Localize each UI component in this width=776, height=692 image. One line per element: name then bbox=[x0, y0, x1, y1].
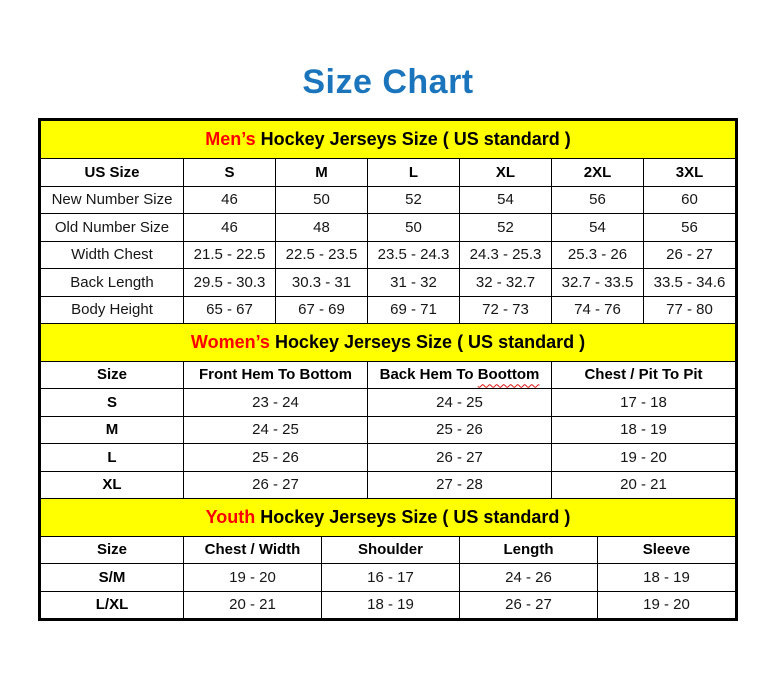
women-banner-rest: Hockey Jerseys Size ( US standard ) bbox=[269, 331, 586, 352]
cell: 19 - 20 bbox=[184, 564, 322, 592]
cell: 26 - 27 bbox=[184, 471, 368, 499]
youth-col-header: Chest / Width bbox=[184, 536, 322, 564]
youth-banner-row bbox=[41, 498, 736, 536]
youth-col-header: Shoulder bbox=[322, 536, 460, 564]
table-row bbox=[41, 591, 736, 619]
youth-size-table bbox=[40, 498, 736, 620]
cell: 56 bbox=[644, 214, 736, 242]
row-label: Body Height bbox=[41, 296, 184, 324]
table-row bbox=[41, 564, 736, 592]
row-label: XL bbox=[41, 471, 184, 499]
size-chart-container bbox=[38, 118, 738, 621]
cell: 77 - 80 bbox=[644, 296, 736, 324]
youth-col-header: Size bbox=[41, 536, 184, 564]
women-col-header: Chest / Pit To Pit bbox=[552, 361, 736, 389]
row-label: Width Chest bbox=[41, 241, 184, 269]
cell: 46 bbox=[184, 186, 276, 214]
cell: 20 - 21 bbox=[184, 591, 322, 619]
youth-banner bbox=[41, 498, 736, 536]
cell: 67 - 69 bbox=[276, 296, 368, 324]
cell: 24 - 25 bbox=[368, 389, 552, 417]
youth-header-row bbox=[41, 536, 736, 564]
cell: 23 - 24 bbox=[184, 389, 368, 417]
cell: 33.5 - 34.6 bbox=[644, 269, 736, 297]
cell: 72 - 73 bbox=[460, 296, 552, 324]
cell: 24.3 - 25.3 bbox=[460, 241, 552, 269]
row-label: L bbox=[41, 444, 184, 472]
cell: 69 - 71 bbox=[368, 296, 460, 324]
men-col-header: S bbox=[184, 159, 276, 187]
youth-banner-rest: Hockey Jerseys Size ( US standard ) bbox=[255, 506, 571, 527]
table-row bbox=[41, 214, 736, 242]
cell: 25 - 26 bbox=[184, 444, 368, 472]
table-row bbox=[41, 471, 736, 499]
men-banner bbox=[41, 121, 736, 159]
women-banner bbox=[41, 323, 736, 361]
men-col-header: US Size bbox=[41, 159, 184, 187]
table-row bbox=[41, 296, 736, 324]
cell: 23.5 - 24.3 bbox=[368, 241, 460, 269]
cell: 17 - 18 bbox=[552, 389, 736, 417]
cell: 31 - 32 bbox=[368, 269, 460, 297]
row-label: New Number Size bbox=[41, 186, 184, 214]
cell: 25.3 - 26 bbox=[552, 241, 644, 269]
cell: 74 - 76 bbox=[552, 296, 644, 324]
cell: 54 bbox=[552, 214, 644, 242]
cell: 26 - 27 bbox=[644, 241, 736, 269]
women-banner-highlight: Women’s bbox=[190, 331, 270, 352]
row-label: Old Number Size bbox=[41, 214, 184, 242]
cell: 27 - 28 bbox=[368, 471, 552, 499]
men-col-header: M bbox=[276, 159, 368, 187]
men-size-table bbox=[40, 120, 736, 324]
cell: 48 bbox=[276, 214, 368, 242]
cell: 24 - 25 bbox=[184, 416, 368, 444]
cell: 22.5 - 23.5 bbox=[276, 241, 368, 269]
cell: 60 bbox=[644, 186, 736, 214]
cell: 50 bbox=[276, 186, 368, 214]
men-col-header: XL bbox=[460, 159, 552, 187]
cell: 25 - 26 bbox=[368, 416, 552, 444]
row-label: L/XL bbox=[41, 591, 184, 619]
cell: 52 bbox=[368, 186, 460, 214]
men-banner-row bbox=[41, 121, 736, 159]
cell: 21.5 - 22.5 bbox=[184, 241, 276, 269]
cell: 18 - 19 bbox=[552, 416, 736, 444]
row-label: S/M bbox=[41, 564, 184, 592]
youth-col-header: Length bbox=[460, 536, 598, 564]
cell: 26 - 27 bbox=[368, 444, 552, 472]
cell: 16 - 17 bbox=[322, 564, 460, 592]
spellcheck-wavy-word: Boottom bbox=[477, 366, 540, 384]
row-label: M bbox=[41, 416, 184, 444]
men-header-row bbox=[41, 159, 736, 187]
women-col-header: Front Hem To Bottom bbox=[184, 361, 368, 389]
cell: 52 bbox=[460, 214, 552, 242]
women-banner-row bbox=[41, 323, 736, 361]
men-col-header: 2XL bbox=[552, 159, 644, 187]
cell: 24 - 26 bbox=[460, 564, 598, 592]
men-col-header: L bbox=[368, 159, 460, 187]
cell: 18 - 19 bbox=[598, 564, 736, 592]
cell: 19 - 20 bbox=[598, 591, 736, 619]
youth-banner-highlight: Youth bbox=[205, 506, 256, 527]
table-row bbox=[41, 241, 736, 269]
table-row bbox=[41, 389, 736, 417]
youth-col-header: Sleeve bbox=[598, 536, 736, 564]
page-title: Size Chart bbox=[302, 63, 474, 101]
cell: 26 - 27 bbox=[460, 591, 598, 619]
cell: 65 - 67 bbox=[184, 296, 276, 324]
cell: 30.3 - 31 bbox=[276, 269, 368, 297]
cell: 50 bbox=[368, 214, 460, 242]
men-banner-highlight: Men’s bbox=[205, 129, 256, 149]
table-row bbox=[41, 444, 736, 472]
cell: 56 bbox=[552, 186, 644, 214]
women-size-table bbox=[40, 323, 736, 500]
cell: 32.7 - 33.5 bbox=[552, 269, 644, 297]
table-row bbox=[41, 186, 736, 214]
cell: 54 bbox=[460, 186, 552, 214]
table-row bbox=[41, 416, 736, 444]
cell: 20 - 21 bbox=[552, 471, 736, 499]
women-col-header: Size bbox=[41, 361, 184, 389]
men-banner-rest: Hockey Jerseys Size ( US standard ) bbox=[255, 129, 571, 149]
women-header-row bbox=[41, 361, 736, 389]
cell: 18 - 19 bbox=[322, 591, 460, 619]
cell: 19 - 20 bbox=[552, 444, 736, 472]
table-row bbox=[41, 269, 736, 297]
row-label: Back Length bbox=[41, 269, 184, 297]
women-col-header-misspelled bbox=[368, 361, 552, 389]
cell: 46 bbox=[184, 214, 276, 242]
cell: 32 - 32.7 bbox=[460, 269, 552, 297]
cell: 29.5 - 30.3 bbox=[184, 269, 276, 297]
men-col-header: 3XL bbox=[644, 159, 736, 187]
back-hem-prefix: Back Hem To bbox=[379, 366, 478, 384]
row-label: S bbox=[41, 389, 184, 417]
